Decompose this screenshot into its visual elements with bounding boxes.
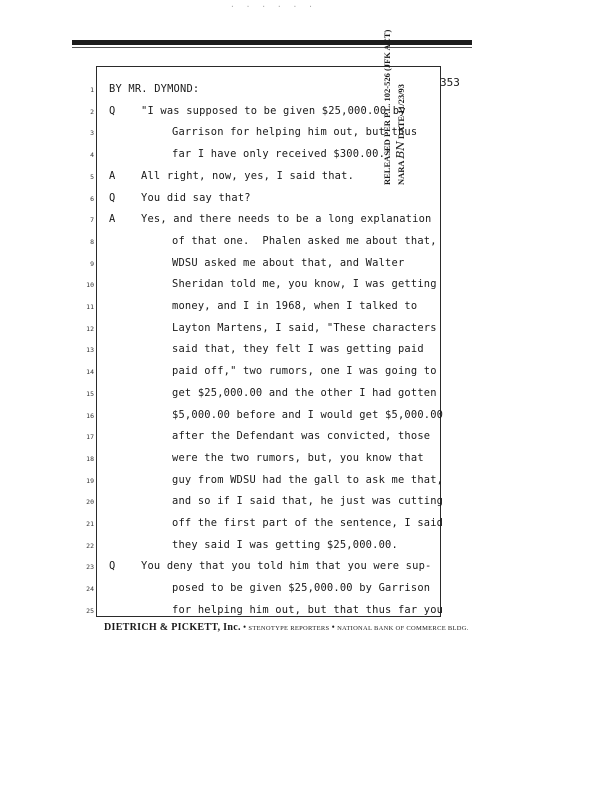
transcript-line-text: You did say that? bbox=[141, 191, 251, 204]
line-number: 20 bbox=[86, 498, 94, 507]
speaker-label: A bbox=[109, 169, 116, 182]
transcript-line-text: paid off," two rumors, one I was going to bbox=[172, 365, 437, 378]
transcript-line-text: and so if I said that, he just was cutting bbox=[172, 495, 444, 508]
transcript-line-text: "I was supposed to be given $25,000.00 by bbox=[141, 104, 406, 117]
stamp-nara-label: NARA bbox=[396, 160, 406, 185]
transcript-line-text: BY MR. DYMOND: bbox=[109, 83, 200, 95]
line-number: 19 bbox=[86, 476, 94, 485]
footer-firm: DIETRICH & PICKETT, Inc. bbox=[104, 622, 241, 633]
transcript-line-text: Layton Martens, I said, "These characters bbox=[172, 321, 437, 334]
transcript-line-text: said that, they felt I was getting paid bbox=[172, 343, 424, 356]
transcript-line-text: after the Defendant was convicted, those bbox=[172, 430, 431, 443]
speaker-label: Q bbox=[109, 560, 116, 573]
stamp-signature: BN bbox=[394, 141, 407, 159]
line-number: 13 bbox=[86, 346, 94, 355]
transcript-line-text: Sheridan told me, you know, I was getting bbox=[172, 278, 437, 291]
scan-marks: · · · · · · bbox=[230, 2, 316, 11]
transcript-line-text: they said I was getting $25,000.00. bbox=[172, 538, 398, 551]
line-number: 7 bbox=[90, 216, 94, 225]
line-number: 2 bbox=[90, 107, 94, 116]
line-number: 8 bbox=[90, 237, 94, 246]
transcript-line-text: get $25,000.00 and the other I had gotten bbox=[172, 386, 437, 399]
transcript-line-text: of that one. Phalen asked me about that, bbox=[172, 234, 437, 247]
stamp-nara-line bbox=[394, 0, 408, 185]
transcript-line-text: were the two rumors, but, you know that bbox=[172, 451, 424, 464]
transcript-line-text: for helping him out, but that thus far you bbox=[172, 603, 444, 616]
line-number: 9 bbox=[90, 259, 94, 268]
line-number: 16 bbox=[86, 411, 94, 420]
speaker-label: Q bbox=[109, 104, 116, 117]
transcript-line-text: money, and I in 1968, when I talked to bbox=[172, 300, 418, 312]
line-number: 17 bbox=[86, 433, 94, 442]
line-number: 11 bbox=[86, 303, 94, 311]
line-number: 24 bbox=[86, 585, 94, 594]
footer-address: NATIONAL BANK OF COMMERCE BLDG. bbox=[337, 625, 469, 632]
stamp-date: DATE 11/23/93 bbox=[396, 84, 406, 139]
transcript-line-text: Garrison for helping him out, but thus bbox=[172, 126, 418, 139]
transcript-line-text: far I have only received $300.00." bbox=[172, 148, 392, 161]
line-number: 21 bbox=[86, 520, 94, 528]
line-number: 18 bbox=[86, 454, 94, 463]
page-footer bbox=[104, 622, 524, 633]
footer-role: STENOTYPE REPORTERS bbox=[248, 625, 330, 632]
footer-separator: • bbox=[243, 622, 247, 632]
line-number: 25 bbox=[86, 606, 94, 615]
transcript-line-text: You deny that you told him that you were sup- bbox=[141, 560, 432, 573]
line-number: 6 bbox=[90, 194, 94, 203]
line-number: 15 bbox=[86, 389, 94, 398]
page-number: 353 bbox=[440, 76, 460, 89]
transcript-line-text: guy from WDSU had the gall to ask me that, bbox=[172, 473, 444, 486]
transcript-line-text: posed to be given $25,000.00 by Garrison bbox=[172, 582, 431, 595]
line-number: 22 bbox=[86, 541, 94, 550]
declassification-stamp bbox=[380, 0, 416, 185]
line-number: 14 bbox=[86, 368, 94, 377]
line-number: 1 bbox=[90, 86, 94, 94]
line-number: 23 bbox=[86, 563, 94, 572]
transcript-line-text: off the first part of the sentence, I said bbox=[172, 517, 444, 529]
line-number: 3 bbox=[90, 129, 94, 138]
stamp-release-line: RELEASED PER P.L. 102-526 (JFK ACT) bbox=[382, 29, 392, 185]
line-number: 4 bbox=[90, 151, 94, 160]
transcript-line-text: $5,000.00 before and I would get $5,000.00 bbox=[172, 408, 444, 421]
transcript-line-text: All right, now, yes, I said that. bbox=[141, 169, 355, 182]
speaker-label: Q bbox=[109, 191, 116, 204]
transcript-line-text: WDSU asked me about that, and Walter bbox=[172, 256, 405, 269]
speaker-label: A bbox=[109, 213, 116, 226]
line-number: 10 bbox=[86, 281, 94, 290]
line-number: 5 bbox=[90, 172, 94, 181]
line-number: 12 bbox=[86, 324, 94, 333]
footer-separator: • bbox=[331, 622, 335, 632]
transcript-line-text: Yes, and there needs to be a long explanation bbox=[141, 213, 432, 226]
